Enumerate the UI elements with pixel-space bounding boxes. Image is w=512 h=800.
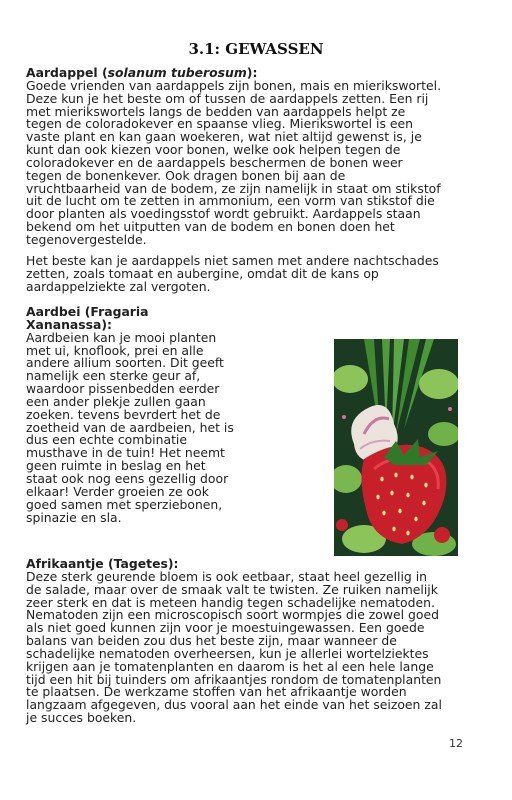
section-body-aardbei: Aardbeien kan je mooi planten met ui, knoflook, prei en alle andere allium soorten. Dit geeft namelijk een sterke geur af, waardoor pissenbedden eerder een ander plekje zullen gaan zoeken. tevens bevrdert het de zoetheid van de aardbeien, het is dus een echte combinatie musthave in de tuin! Het neemt geen ruimte in beslag en het staat ook nog eens gezellig door elkaar! Verder groeien ze ook goed samen met sperziebonen, spinazie en sla. bbox=[26, 329, 234, 525]
heading-suffix: ): bbox=[246, 65, 258, 80]
latin-name: solanum tuberosum bbox=[107, 65, 247, 80]
section-afrikaantje bbox=[26, 558, 442, 725]
section-body-aardappel-2: Het beste kan je aardappels niet samen met andere nachtschades zetten, zoals tomaat en aubergine, omdat dit de kans op aardappelziekte zal vergoten. bbox=[26, 253, 439, 294]
illustration-svg bbox=[334, 339, 458, 556]
section-aardappel bbox=[26, 67, 442, 247]
section-aardbei bbox=[26, 306, 238, 524]
section-body-aardappel: Goede vrienden van aardappels zijn bonen, mais en mierikswortel. Deze kun je het beste om of tussen de aardappels zetten. Een rij met mierikswortels langs de bedden van aardappels helpt ze tegen de coloradokever en spaanse vlieg. Mierikswortel is een vaste plant en kan gaan woekeren, wat niet altijd gewenst is, je kunt dan ook kiezen voor bonen, welke ook helpen tegen de coloradokever en de aardappels beschermen de bonen weer tegen de bonenkever. Ook dragen bonen bij aan de vruchtbaarheid van de bodem, ze zijn namelijk in staat om stikstof uit de lucht om te zetten in ammonium, een vorm van stikstof die door planten als voedingsstof wordt gebruikt. Aardappels staan bekend om het uitputten van de bodem en bonen doen het tegenovergestelde. bbox=[26, 77, 442, 247]
section-body-afrikaantje: Deze sterk geurende bloem is ook eetbaar, staat heel gezellig in de salade, maar over de smaak valt te twisten. Ze ruiken namelijk zeer sterk en dat is meteen handig tegen schadelijke nematoden. Nematoden zijn een microscopisch soort wormpjes die zowel goed als niet goed kunnen zijn voor je moestuingewassen. Een goede balans van beiden zou dus het beste zijn, maar wanneer de schadelijke nematoden overheersen, kun je allerlei wortelziektes krijgen aan je tomatenplanten en daarom is het al een hele lange tijd een hit bij tuinders om afrikaantjes rondom de tomatenplanten te plaatsen. De werkzame stoffen van het afrikaantje worden langzaam afgegeven, dus vooral aan het einde van het seizoen zal je succes boeken. bbox=[26, 568, 442, 726]
heading-prefix: Aardappel ( bbox=[26, 65, 108, 80]
page-title: 3.1: GEWASSEN bbox=[188, 40, 324, 58]
page-number: 12 bbox=[449, 737, 463, 750]
section-heading-afrikaantje: Afrikaantje (Tagetes): bbox=[26, 556, 179, 571]
section-aardappel-paragraph-2 bbox=[26, 255, 442, 294]
strawberry-garlic-illustration bbox=[334, 339, 458, 556]
section-heading-aardbei: Aardbei (Fragaria Xananassa): bbox=[26, 304, 149, 332]
